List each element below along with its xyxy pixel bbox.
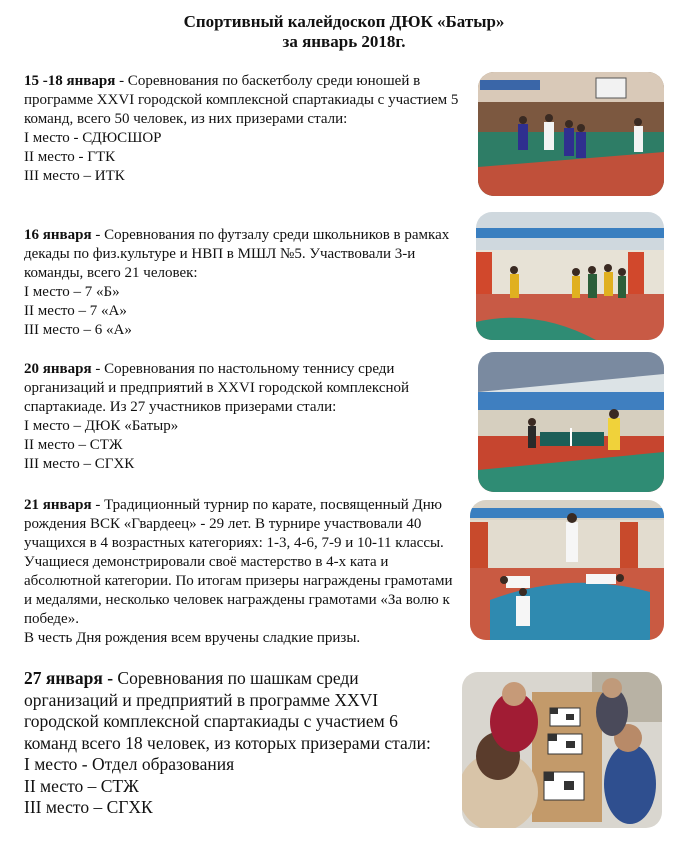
place-3: III место – СГХК xyxy=(24,797,153,817)
event-description xyxy=(24,496,464,629)
place-2: II место – 7 «А» xyxy=(24,303,127,319)
event-karate xyxy=(24,496,464,648)
basketball-photo xyxy=(478,72,664,196)
event-text: - Соревнования по баскетболу среди юношей в программе XXVI городской комплексной спартакиады с участием 5 команд, всего 50 человек, из них призерами стали: xyxy=(24,73,459,127)
event-date: 16 января xyxy=(24,227,92,243)
event-date: 15 -18 января xyxy=(24,73,116,89)
checkers-photo xyxy=(462,672,662,828)
event-table-tennis xyxy=(24,360,472,474)
event-extra: В честь Дня рождения всем вручены сладкие призы. xyxy=(24,630,361,646)
document-title xyxy=(0,12,688,52)
event-basketball xyxy=(24,72,472,186)
title-line-2: за январь 2018г. xyxy=(282,32,406,51)
event-text: - Соревнования по настольному теннису среди организаций и предприятий в XXVI городской комплексной спартакиаде. Из 27 участников призерами стали: xyxy=(24,361,410,415)
place-2: II место – СТЖ xyxy=(24,775,139,796)
event-description xyxy=(24,360,472,417)
place-3: III место – 6 «А» xyxy=(24,322,132,338)
event-date: 21 января xyxy=(24,497,92,513)
event-futsal xyxy=(24,226,464,340)
event-description xyxy=(24,668,454,754)
event-date: 20 января xyxy=(24,361,92,377)
place-2: II место – СТЖ xyxy=(24,437,123,453)
event-text: - Традиционный турнир по карате, посвященный Дню рождения ВСК «Гвардеец» - 29 лет. В турнире участвовали 40 учащихся в 4 возрастных категориях: 1-3, 4-6, 7-9 и 10-11 классы. Учащиеся демонстрировали своё мастерство в 4-х ката и абсолютной категории. По итогам призеры награждены грамотами и медалями, несколько человек награждены грамотами «За волю к победе». xyxy=(24,497,453,627)
event-text: - Соревнования по футзалу среди школьников в рамках декады по физ.культуре и НВП в МШЛ №5. Участвовали 3-и команды, всего 21 человек: xyxy=(24,227,450,281)
place-3: III место – СГХК xyxy=(24,456,135,472)
place-1: I место – ДЮК «Батыр» xyxy=(24,418,179,434)
event-date: 27 января - xyxy=(24,668,114,688)
place-1: I место – 7 «Б» xyxy=(24,284,120,300)
event-description xyxy=(24,226,464,283)
event-description xyxy=(24,72,472,129)
futsal-photo xyxy=(476,212,664,340)
title-line-1: Спортивный калейдоскоп ДЮК «Батыр» xyxy=(183,12,505,31)
place-2: II место - ГТК xyxy=(24,149,116,165)
place-1: I место - СДЮСШОР xyxy=(24,130,162,146)
karate-photo xyxy=(470,500,664,640)
event-checkers xyxy=(24,668,454,819)
table-tennis-photo xyxy=(478,352,664,492)
place-3: III место – ИТК xyxy=(24,168,125,184)
place-1: I место - Отдел образования xyxy=(24,754,235,774)
event-text: Соревнования по шашкам среди организаций и предприятий в программе XXVI городской комплексной спартакиады с участием 6 команд всего 18 человек, из которых призерами стали: xyxy=(24,668,431,753)
